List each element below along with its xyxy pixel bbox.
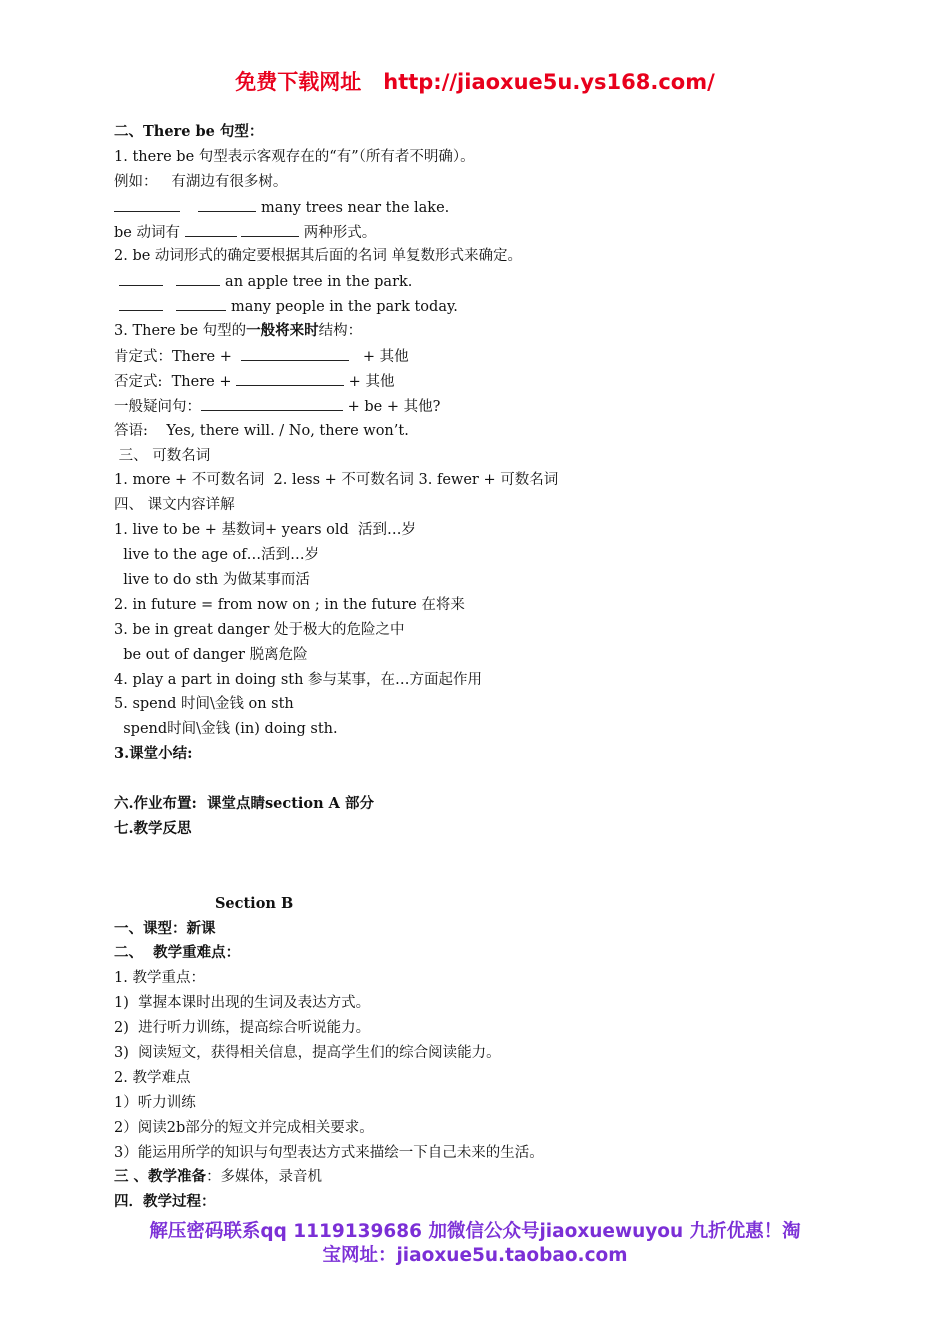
text-span: many people in the park today.: [226, 299, 458, 316]
document-body: [114, 120, 874, 1215]
answer-blank: [236, 369, 344, 386]
answer-blank: [185, 220, 237, 237]
text-line: spend时间\金钱 (in) doing sth.: [114, 721, 338, 738]
text-line: 答语: Yes, there will. / No, there won’t.: [114, 422, 409, 439]
fill-blank-line: [114, 344, 874, 369]
text-line: be out of danger 脱离危险: [114, 646, 308, 663]
text-line: 四、 课文内容详解: [114, 497, 235, 514]
text-line: 1. live to be + 基数词+ years old 活到…岁: [114, 522, 417, 539]
text-line: 3) 阅读短文，获得相关信息，提高学生们的综合阅读能力。: [114, 1044, 501, 1061]
section-heading: 二、 教学重难点：: [114, 944, 241, 962]
text-span: 否定式: There +: [114, 373, 237, 390]
text-span: ：多媒体，录音机: [206, 1169, 323, 1186]
text-span: 两种形式。: [299, 224, 377, 241]
fill-blank-line: [114, 394, 874, 419]
blank-line: [114, 842, 874, 867]
text-line: 1) 掌握本课时出现的生词及表达方式。: [114, 995, 371, 1012]
text-line: 2）阅读2b部分的短文并完成相关要求。: [114, 1119, 374, 1136]
section-title: Section B: [114, 894, 294, 912]
blank-line: [114, 867, 874, 892]
answer-blank: [241, 344, 349, 361]
text-line: 3）能运用所学的知识与句型表达方式来描绘一下自己未来的生活。: [114, 1144, 544, 1161]
text-span: + 其他: [358, 349, 409, 366]
text-span: + be + 其他?: [343, 398, 441, 415]
bold-term: 一般将来时: [246, 322, 319, 340]
answer-blank: [119, 294, 163, 311]
text-span: an apple tree in the park.: [220, 274, 413, 291]
text-line: live to the age of…活到…岁: [114, 547, 320, 564]
text-line: 2) 进行听力训练，提高综合听说能力。: [114, 1020, 371, 1037]
text-line: live to do sth 为做某事而活: [114, 572, 310, 589]
text-line: 1. 教学重点：: [114, 970, 205, 987]
section-heading: 四．教学过程：: [114, 1193, 216, 1211]
text-line: 1. more + 不可数名词 2. less + 不可数名词 3. fewer + 可数名词: [114, 472, 559, 489]
answer-blank: [198, 195, 256, 212]
footer-link[interactable]: 宝网址：jiaoxue5u.taobao.com: [322, 1245, 628, 1266]
text-line: 5. spend 时间\金钱 on sth: [114, 696, 294, 713]
section-heading: 二、There be 句型：: [114, 123, 264, 140]
blank-line: [114, 767, 874, 792]
fill-blank-line: [114, 195, 874, 220]
answer-blank: [176, 269, 220, 286]
text-line: [114, 1165, 874, 1190]
section-heading: 六.作业布置: 课堂点睛section A 部分: [114, 795, 374, 813]
answer-blank: [114, 195, 180, 212]
text-line: 2. be 动词形式的确定要根据其后面的名词 单复数形式来确定。: [114, 248, 523, 265]
section-heading: 3.课堂小结:: [114, 745, 193, 763]
fill-blank-line: [114, 269, 874, 294]
bold-term: 三 、教学准备: [114, 1168, 207, 1186]
text-span: 结构：: [318, 323, 363, 340]
text-line: [114, 319, 874, 344]
banner-title: 免费下载网址: [235, 70, 362, 94]
answer-blank: [201, 394, 343, 411]
text-line: 4. play a part in doing sth 参与某事，在…方面起作用: [114, 671, 483, 688]
text-span: 肯定式：There +: [114, 349, 237, 366]
text-line: 3. be in great danger 处于极大的危险之中: [114, 621, 405, 638]
promo-footer: [0, 1220, 950, 1268]
text-line: 1）听力训练: [114, 1094, 196, 1111]
text-span: 一般疑问句：: [114, 398, 201, 415]
fill-blank-line: [114, 220, 874, 245]
fill-blank-line: [114, 294, 874, 319]
text-line: 2. 教学难点: [114, 1069, 191, 1086]
banner-url[interactable]: http://jiaoxue5u.ys168.com/: [383, 70, 715, 94]
fill-blank-line: [114, 369, 874, 394]
answer-blank: [241, 220, 299, 237]
section-heading: 七.教学反思: [114, 819, 192, 837]
text-line: 例如： 有湖边有很多树。: [114, 173, 288, 190]
text-span: many trees near the lake.: [256, 199, 450, 216]
section-heading: 一、课型：新课: [114, 919, 216, 937]
answer-blank: [176, 294, 226, 311]
footer-line: 解压密码联系qq 1119139686 加微信公众号jiaoxuewuyou 九折优惠！淘: [149, 1221, 801, 1242]
text-line: 2. in future = from now on ; in the future 在将来: [114, 596, 465, 613]
download-banner: [0, 66, 950, 96]
text-span: be 动词有: [114, 224, 185, 241]
text-span: 3. There be 句型的: [114, 323, 247, 340]
answer-blank: [119, 269, 163, 286]
text-line: 三、 可数名词: [114, 447, 211, 464]
text-line: 1. there be 句型表示客观存在的“有”（所有者不明确）。: [114, 148, 475, 165]
text-span: + 其他: [344, 373, 395, 390]
